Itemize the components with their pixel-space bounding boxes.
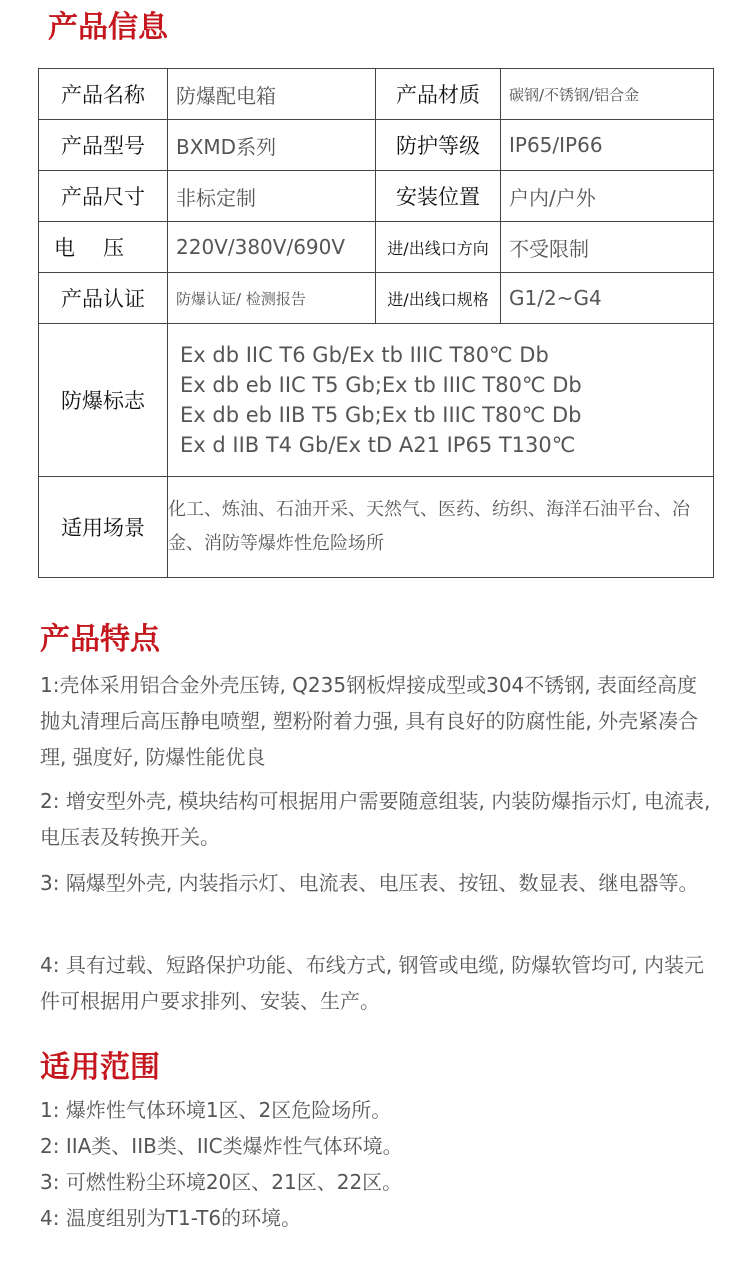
spec-row bbox=[39, 120, 714, 171]
voltage-label: 电压 bbox=[39, 222, 168, 273]
scope-item: 1: 爆炸性气体环境1区、2区危险场所。 bbox=[40, 1098, 392, 1122]
feature-item: 4: 具有过载、短路保护功能、布线方式, 钢管或电缆, 防爆软管均可, 内装元件可根据用户要求排列、安装、生产。 bbox=[40, 953, 704, 1013]
ex-mark-values bbox=[168, 324, 714, 477]
spec-row bbox=[39, 171, 714, 222]
install-value: 户内/户外 bbox=[501, 171, 714, 222]
ex-mark-line: Ex d IIB T4 Gb/Ex tD A21 IP65 T130℃ bbox=[180, 433, 576, 457]
cert-label: 产品认证 bbox=[39, 273, 168, 324]
model-label: 产品型号 bbox=[39, 120, 168, 171]
protection-value: IP65/IP66 bbox=[501, 120, 714, 171]
spec-row bbox=[39, 477, 714, 578]
scope-item: 2: IIA类、IIB类、IIC类爆炸性气体环境。 bbox=[40, 1134, 403, 1158]
voltage-value: 220V/380V/690V bbox=[168, 222, 376, 273]
scope-item: 3: 可燃性粉尘环境20区、21区、22区。 bbox=[40, 1170, 403, 1194]
size-value: 非标定制 bbox=[168, 171, 376, 222]
scope-title: 适用范围 bbox=[40, 1050, 160, 1085]
material-value: 碳钢/不锈钢/铝合金 bbox=[501, 69, 714, 120]
spec-row bbox=[39, 273, 714, 324]
spec-row bbox=[39, 222, 714, 273]
scope-item: 4: 温度组别为T1-T6的环境。 bbox=[40, 1206, 302, 1230]
spec-row bbox=[39, 69, 714, 120]
model-value: BXMD系列 bbox=[168, 120, 376, 171]
material-label: 产品材质 bbox=[376, 69, 501, 120]
ex-mark-line: Ex db eb IIB T5 Gb;Ex tb IIIC T80℃ Db bbox=[180, 403, 582, 427]
scene-value: 化工、炼油、石油开采、天然气、医药、纺织、海洋石油平台、冶金、消防等爆炸性危险场所 bbox=[168, 477, 714, 578]
features-title: 产品特点 bbox=[40, 622, 160, 657]
ex-mark-line: Ex db IIC T6 Gb/Ex tb IIIC T80℃ Db bbox=[180, 343, 549, 367]
size-label: 产品尺寸 bbox=[39, 171, 168, 222]
feature-item: 3: 隔爆型外壳, 内装指示灯、电流表、电压表、按钮、数显表、继电器等。 bbox=[40, 871, 699, 895]
entry-spec-value: G1/2~G4 bbox=[501, 273, 714, 324]
entry-direction-label: 进/出线口方向 bbox=[376, 222, 501, 273]
entry-direction-value: 不受限制 bbox=[501, 222, 714, 273]
ex-mark-line: Ex db eb IIC T5 Gb;Ex tb IIIC T80℃ Db bbox=[180, 373, 582, 397]
product-info-title: 产品信息 bbox=[48, 10, 168, 45]
ex-mark-label: 防爆标志 bbox=[39, 324, 168, 477]
scene-label: 适用场景 bbox=[39, 477, 168, 578]
feature-item: 1:壳体采用铝合金外壳压铸, Q235钢板焊接成型或304不锈钢, 表面经高度抛丸清理后高压静电喷塑, 塑粉附着力强, 具有良好的防腐性能, 外壳紧凑合理, 强度好, 防爆性能优良 bbox=[40, 673, 699, 769]
name-value: 防爆配电箱 bbox=[168, 69, 376, 120]
spec-table bbox=[38, 68, 714, 578]
entry-spec-label: 进/出线口规格 bbox=[376, 273, 501, 324]
spec-row bbox=[39, 324, 714, 477]
install-label: 安装位置 bbox=[376, 171, 501, 222]
cert-value: 防爆认证/ 检测报告 bbox=[168, 273, 376, 324]
feature-item: 2: 增安型外壳, 模块结构可根据用户需要随意组装, 内装防爆指示灯, 电流表, 电压表及转换开关。 bbox=[40, 789, 711, 849]
protection-label: 防护等级 bbox=[376, 120, 501, 171]
name-label: 产品名称 bbox=[39, 69, 168, 120]
